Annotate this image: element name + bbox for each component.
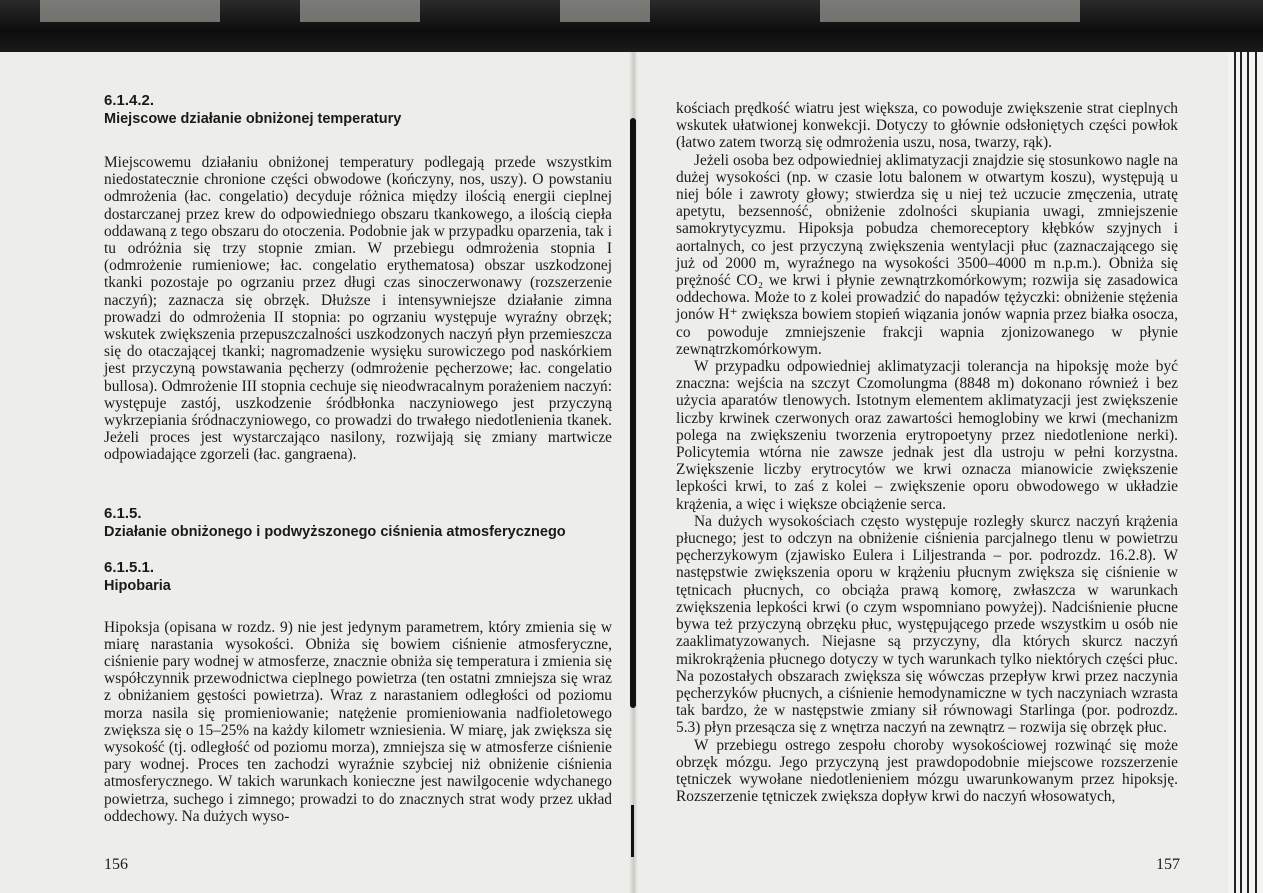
- spine-shadow-lower: [631, 805, 634, 857]
- spine-shadow: [630, 118, 636, 708]
- heading-6-1-5-1: [104, 559, 612, 595]
- page-stack-edge: [1228, 52, 1263, 893]
- heading-6-1-5: [104, 505, 612, 541]
- page-number-left: 156: [104, 856, 128, 873]
- paragraph-2: Jeżeli osoba bez odpowiedniej aklimatyzacji znajdzie się stosunkowo nagle na dużej wysokości (np. w czasie lotu balonem w otwartym koszu), występują u niej bóle i zawroty głowy; stwierdza się u niej też uczucie zmęczenia, utratę apetytu, bezsenność, obniżenie zdolności skupiania uwagi, zmniejszenie samokrytycyzmu. Hipoksja pobudza chemoreceptory kłębków szyjnych i aortalnych, co jest przyczyną zwiększenia wentylacji płuc (zaznaczającego się już od 2000 m, wyraźnego na wysokości 3500–4000 m n.p.m.). Obniża się prężność CO₂ we krwi i płynie zewnątrzkomórkowym; rozwija się zasadowica oddechowa. Może to z kolei prowadzić do napadów tężyczki: obniżenie stężenia jonów H⁺ zwiększa bowiem stopień wiązania jonów wapnia przez białka osocza, co powoduje zmniejszenie frakcji wapnia zjonizowanego w płynie zewnątrzkomórkowym.: [676, 151, 1178, 358]
- paragraph-5: W przebiegu ostrego zespołu choroby wysokościowej rozwinąć się może obrzęk mózgu. Jego przyczyną jest prawdopodobnie miejscowe rozszerzenie tętniczek wywołane niedotlenieniem mózgu uwarunkowanym przez hipoksję. Rozszerzenie tętniczek zwiększa dopływ krwi do naczyń włosowatych,: [676, 736, 1178, 806]
- paragraph-hypoxia: Hipoksja (opisana w rozdz. 9) nie jest jedynym parametrem, który zmienia się w miarę narastania wysokości. Obniża się bowiem ciśnienie atmosferyczne, ciśnienie pary wodnej w atmosferze, znacznie obniża się temperatura i zmienia się współczynnik przewodnictwa cieplnego powietrza (ten ostatni zmniejsza się wraz z obniżaniem gęstości powietrza). Wraz z narastaniem odległości od poziomu morza nasila się promieniowanie; natężenie promieniowania nadfioletowego zwiększa się o 15–25% na każdy kilometr wzniesienia. W miarę, jak zwiększa się wysokość (tj. odległość od poziomu morza), zmniejsza się w atmosferze ciśnienie pary wodnej. Proces ten zachodzi wyraźnie szybciej niż obniżenie ciśnienia atmosferycznego. W takich warunkach konieczne jest nawilgocenie wdychanego powietrza, suchego i zimnego; prowadzi to do znacznych strat wody przez układ oddechowy. Na dużych wyso-: [104, 618, 612, 825]
- section-number: 6.1.5.: [104, 504, 142, 522]
- scan-top-edge: [0, 0, 1263, 52]
- paragraph-3: W przypadku odpowiedniej aklimatyzacji tolerancja na hipoksję może być znaczna: wejścia na szczyt Czomolungma (8848 m) dokonano również i bez użycia aparatów tlenowych. Istotnym elementem aklimatyzacji jest zwiększenie liczby krwinek czerwonych oraz zawartości hemoglobiny we krwi (mechanizm polega na zwiększeniu tworzenia erytropoetyny przez niedotlenione nerki). Policytemia wtórna nie zawsze jednak jest dla ustroju w pełni korzystna. Zwiększenie liczby erytrocytów we krwi oznacza mianowicie zwiększenie lepkości krwi, to zaś z kolei – zwiększenie oporu obwodowego w układzie krążenia, a więc i większe obciążenie serca.: [676, 358, 1178, 513]
- paragraph-4: Na dużych wysokościach często występuje rozległy skurcz naczyń krążenia płucnego; jest to odczyn na obniżenie ciśnienia parcjalnego tlenu w powietrzu pęcherzykowym (zjawisko Eulera i Liljestranda – por. podrozdz. 16.2.8). W następstwie zwiększenia oporu w krążeniu płucnym zwiększa się ciśnienie w tętnicach płucnych, co obciąża prawą komorę, zwłaszcza w warunkach zwiększenia lepkości krwi (o czym wspomniano powyżej). Nadciśnienie płucne bywa też przyczyną obrzęku płuc, występującego przede wszystkim u osób nie zaaklimatyzowanych. Niejasne są przyczyny, dla których skurcz naczyń mikrokrążenia płucnego dotyczy w tych warunkach tylko niektórych części płuc. Na pozostałych obszarach zwiększa się wówczas przepływ krwi przez naczynia pęcherzyków płucnych, a ciśnienie hemodynamiczne w tych naczyniach wzrasta tak bardzo, że w następstwie zmiany sił równowagi Starlinga (por. podrozdz. 5.3) płyn przesącza się z wnętrza naczyń na zewnątrz – rozwija się obrzęk płuc.: [676, 512, 1178, 737]
- section-title: Działanie obniżonego i podwyższonego ciśnienia atmosferycznego: [104, 523, 566, 540]
- heading-6-1-4-2: [104, 92, 612, 128]
- section-title: Miejscowe działanie obniżonej temperatury: [104, 111, 402, 127]
- paragraph-1: kościach prędkość wiatru jest większa, co powoduje zwiększenie strat cieplnych wskutek ułatwionej konwekcji. Dotyczy to głównie odsłoniętych części powłok (łatwo zatem tworzą się odmrożenia uszu, nosa, twarzy, rąk).: [676, 100, 1178, 152]
- page-number-right: 157: [1156, 856, 1180, 873]
- paragraph-local-cold: Miejscowemu działaniu obniżonej temperatury podlegają przede wszystkim niedostatecznie chronione części obwodowe (kończyny, nos, uszy). O powstaniu odmrożenia (łac. congelatio) decyduje różnica między ilością energii cieplnej dostarczanej przez krew do odpowiedniego obszaru tkankowego, a ilością ciepła oddawaną z tego obszaru do otoczenia. Podobnie jak w przypadku oparzenia, tak i tu odróżnia się trzy stopnie zmian. W przebiegu odmrożenia stopnia I (odmrożenie rumieniowe; łac. congelatio erythematosa) obszar uszkodzonej tkanki pozostaje po ogrzaniu przez długi czas sinoczerwonawy (rozszerzenie naczyń); zaznacza się obrzęk. Dłuższe i intensywniejsze działanie zimna prowadzi do odmrożenia II stopnia: po ogrzaniu występuje wyraźny obrzęk; wskutek zwiększenia przepuszczalności uszkodzonych naczyń płyn przemieszcza się do otaczającej tkanki; nagromadzenie wysięku surowiczego pod naskórkiem jest przyczyną powstawania pęcherzy (odmrożenie pęcherzowe; łac. congelatio bullosa). Odmrożenie III stopnia cechuje się nieodwracalnym porażeniem naczyń: występuje zastój, uszkodzenie śródbłonka naczyniowego jest przyczyną wykrzepiania śródnaczyniowego, co prowadzi do trwałego niedotlenienia tkanek. Jeżeli proces jest wystarczająco nasilony, rozwijają się zmiany martwicze odpowiadające zgorzeli (łac. gangraena).: [104, 154, 612, 464]
- section-number: 6.1.4.2.: [104, 92, 155, 109]
- section-number: 6.1.5.1.: [104, 558, 155, 576]
- right-page: [676, 100, 1178, 890]
- section-title: Hipobaria: [104, 577, 171, 594]
- left-page: [104, 92, 612, 882]
